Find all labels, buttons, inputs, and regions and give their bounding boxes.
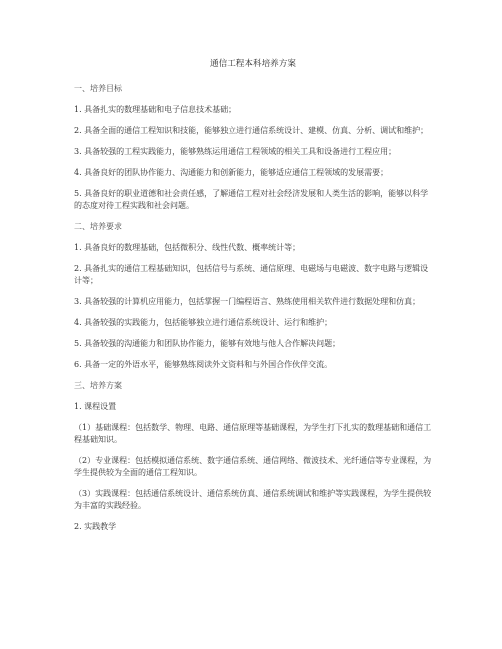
goal-item-3: 3. 具备较强的工程实践能力，能够熟练运用通信工程领域的相关工具和设备进行工程应用； <box>74 147 397 156</box>
requirement-item-1: 1. 具备良好的数理基础，包括微积分、线性代数、概率统计等； <box>74 243 301 252</box>
goal-item-4: 4. 具备良好的团队协作能力、沟通能力和创新能力，能够适应通信工程领域的发展需要； <box>74 168 389 177</box>
requirement-item-6: 6. 具备一定的外语水平，能够熟练阅读外文资料和与外国合作伙伴交流。 <box>74 360 333 369</box>
section-heading-requirements: 二、培养要求 <box>74 222 122 231</box>
course-item-basic: （1）基础课程：包括数学、物理、电路、通信原理等基础课程，为学生打下扎实的数理基础和通信工程基础知识。 <box>74 423 432 444</box>
course-item-practice: （3）实践课程：包括通信系统设计、通信系统仿真、通信系统调试和维护等实践课程，为学生提供较为丰富的实践经验。 <box>74 489 432 510</box>
requirement-item-2: 2. 具备扎实的通信工程基础知识，包括信号与系统、通信原理、电磁场与电磁波、数字电路与逻辑设计等； <box>74 264 429 285</box>
requirement-item-3: 3. 具备较强的计算机应用能力，包括掌握一门编程语言、熟练使用相关软件进行数据处理和仿真； <box>74 297 421 306</box>
goal-item-5: 5. 具备良好的职业道德和社会责任感，了解通信工程对社会经济发展和人类生活的影响，能够以科学的态度对待工程实践和社会问题。 <box>74 189 429 210</box>
section-heading-plan: 三、培养方案 <box>74 381 122 390</box>
goal-item-1: 1. 具备扎实的数理基础和电子信息技术基础； <box>74 105 237 114</box>
course-item-professional: （2）专业课程：包括模拟通信系统、数字通信系统、通信网络、微波技术、光纤通信等专业课程，为学生提供较为全面的通信工程知识。 <box>74 456 432 477</box>
document-title: 通信工程本科培养方案 <box>210 59 296 69</box>
requirement-item-5: 5. 具备较强的沟通能力和团队协作能力，能够有效地与他人合作解决问题； <box>74 339 341 348</box>
goal-item-2: 2. 具备全面的通信工程知识和技能，能够独立进行通信系统设计、建模、仿真、分析、调试和维护； <box>74 126 429 135</box>
plan-subheading-courses: 1. 课程设置 <box>74 402 117 411</box>
requirement-item-4: 4. 具备较强的实践能力，包括能够独立进行通信系统设计、运行和维护； <box>74 318 333 327</box>
section-heading-goals: 一、培养目标 <box>74 84 122 93</box>
plan-subheading-practice-teaching: 2. 实践教学 <box>74 522 117 531</box>
